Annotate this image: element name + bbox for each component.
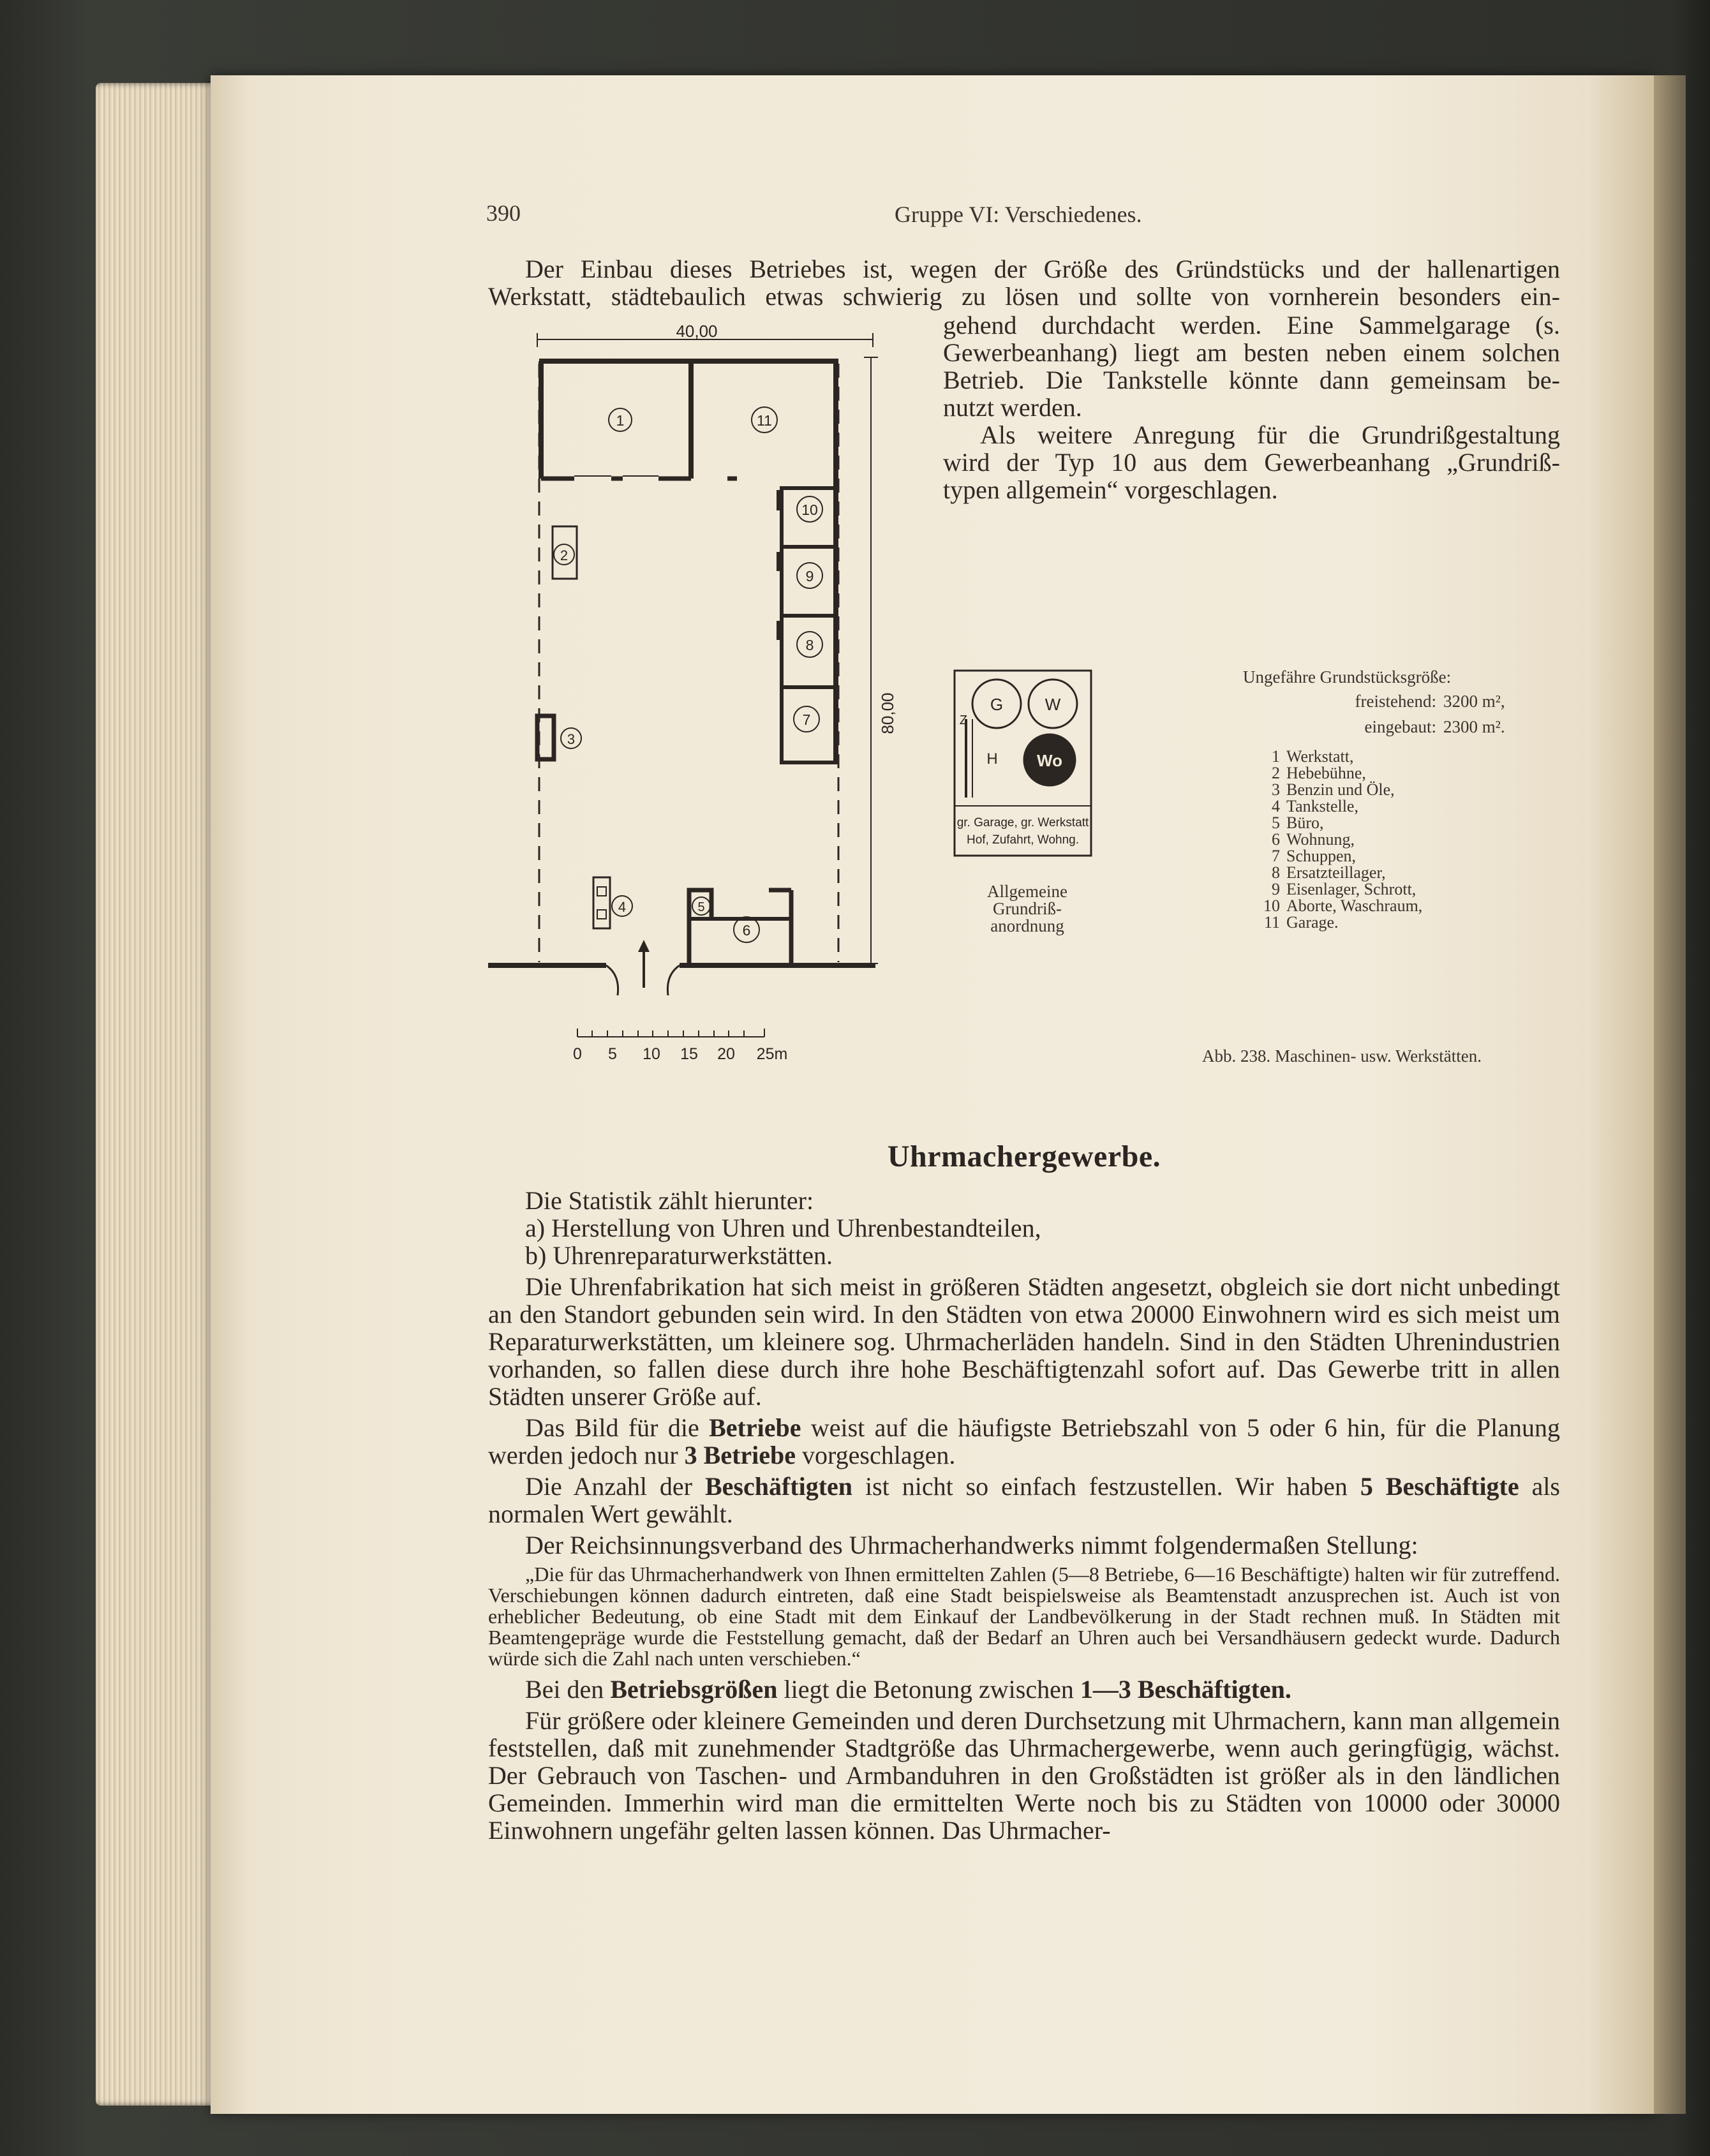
paragraph-betriebsgroessen — [488, 1676, 1560, 1703]
room-label-1: 1 — [616, 412, 625, 429]
intro-text — [488, 255, 1560, 310]
schema-dwelling-circle: Wo — [1037, 751, 1062, 770]
size-title: Ungefähre Grundstücksgröße: — [1243, 667, 1452, 687]
section-heading: Uhrmachergewerbe. — [887, 1140, 1161, 1173]
legend-number: 1 — [1272, 747, 1280, 766]
built-size-label: eingebaut: — [1364, 717, 1436, 736]
paragraph-beschaeftigte — [488, 1473, 1560, 1528]
bold-span: Beschäftigten — [704, 1472, 853, 1501]
scale-label-5: 5 — [608, 1045, 617, 1063]
legend-text: Garage. — [1286, 913, 1339, 932]
schema-workshop-circle: W — [1045, 695, 1061, 714]
schema-caption-line-3: anordnung — [990, 916, 1064, 935]
schema-caption-line-1: Allgemeine — [987, 882, 1067, 901]
built-size-value: 2300 m². — [1443, 717, 1505, 736]
page-number: 390 — [486, 200, 521, 226]
legend-item — [1251, 848, 1422, 865]
page-edges — [96, 83, 223, 2106]
legend-number: 4 — [1272, 797, 1280, 815]
scale-label-25m: 25m — [756, 1045, 788, 1063]
side-line-7: typen allgemein“ vorgeschlagen. — [943, 475, 1278, 504]
text-span: liegt die Betonung zwischen — [777, 1675, 1080, 1704]
text-span: Die Anzahl der — [525, 1472, 705, 1501]
room-label-9: 9 — [805, 568, 814, 584]
side-line-4: nutzt werden. — [943, 393, 1082, 422]
figure-caption: Abb. 238. Maschinen- usw. Werkstätten. — [1202, 1046, 1482, 1066]
intro-line-2: Werkstatt, städtebaulich etwas schwierig zu lösen und sollte von vornherein besonders ein- — [488, 282, 1560, 311]
legend-item — [1251, 815, 1422, 831]
plan-legend — [1251, 748, 1422, 931]
scale-label-0: 0 — [573, 1045, 582, 1063]
bold-span: Betriebe — [709, 1413, 801, 1442]
legend-number: 8 — [1272, 863, 1280, 882]
schema-letter-h: H — [986, 750, 998, 768]
legend-item — [1251, 748, 1422, 765]
width-label: 40,00 — [676, 322, 718, 341]
schema-letter-z: Z — [959, 713, 968, 727]
schema-box-line-1: gr. Garage, gr. Werkstatt — [956, 816, 1089, 829]
legend-number: 7 — [1272, 847, 1280, 865]
schema-caption — [957, 883, 1097, 935]
paragraph-betriebe — [488, 1414, 1560, 1469]
legend-text: Schuppen, — [1286, 847, 1357, 865]
room-label-6: 6 — [742, 922, 751, 939]
legend-number: 10 — [1263, 896, 1280, 915]
text-span: Bei den — [525, 1675, 611, 1704]
room-label-7: 7 — [802, 711, 811, 728]
legend-text: Tankstelle, — [1286, 797, 1358, 815]
legend-item — [1251, 914, 1422, 931]
side-line-1: gehend durchdacht werden. Eine Sammelgarage (s. — [943, 311, 1560, 339]
side-line-2: Gewerbeanhang) liegt am besten neben einem solchen — [943, 338, 1560, 367]
paragraph-statistik: Die Statistik zählt hierunter: — [525, 1186, 814, 1215]
legend-text: Hebebühne, — [1286, 764, 1366, 782]
side-line-3: Betrieb. Die Tankstelle könnte dann gemeinsam be- — [943, 366, 1560, 394]
list-item-a: a) Herstellung von Uhren und Uhrenbestandteilen, — [525, 1214, 1041, 1242]
legend-number: 6 — [1272, 830, 1280, 849]
room-label-10: 10 — [801, 502, 818, 518]
room-label-5: 5 — [697, 900, 705, 914]
bold-span: 3 Betriebe — [684, 1441, 796, 1469]
legend-text: Benzin und Öle, — [1286, 780, 1395, 799]
schema-box-line-2: Hof, Zufahrt, Wohng. — [966, 833, 1080, 847]
schema-caption-line-2: Grundriß- — [993, 899, 1062, 918]
body-text — [488, 1187, 1560, 1844]
paragraph-gemeinden: Für größere oder kleinere Gemeinden und deren Durchsetzung mit Uhrmachern, kann man allgemein feststellen, daß mit zunehmender Stadtgröße das Uhrmachergewerbe, wenn auch geringfügig, wächst. Der Gebrauch von Taschen- und Armbanduhren in den Großstädten ist größer als in den ländlichen Gemeinden. Immerhin wird man die ermittelten Werte noch bis zu Städten von 10000 oder 30000 Einwohnern ungefähr gelten lassen können. Das Uhrmacher- — [488, 1706, 1560, 1845]
text-span: Das Bild für die — [525, 1413, 710, 1442]
depth-label: 80,00 — [878, 692, 897, 734]
book-gutter — [1654, 75, 1686, 2114]
intro-side-column — [943, 311, 1560, 503]
bold-span: 1—3 Beschäftigten. — [1080, 1675, 1291, 1704]
legend-item — [1251, 881, 1422, 898]
side-line-5: Als weitere Anregung für die Grundrißgestaltung — [980, 420, 1560, 449]
legend-item — [1251, 782, 1422, 798]
legend-number: 9 — [1272, 880, 1280, 898]
legend-number: 2 — [1272, 764, 1280, 782]
scale-label-20: 20 — [717, 1045, 735, 1063]
room-label-11: 11 — [757, 412, 772, 429]
running-title: Gruppe VI: Verschiedenes. — [895, 202, 1142, 227]
legend-text: Ersatzteillager, — [1286, 863, 1386, 882]
bold-span: 5 Beschäftigte — [1360, 1472, 1519, 1501]
legend-text: Aborte, Waschraum, — [1286, 896, 1423, 915]
legend-text: Werkstatt, — [1286, 747, 1354, 766]
scale-label-10: 10 — [643, 1045, 660, 1063]
legend-text: Büro, — [1286, 814, 1324, 832]
quote-block: „Die für das Uhrmacherhandwerk von Ihnen ermittelten Zahlen (5—8 Betriebe, 6—16 Beschäftigte) halten wir für zutreffend. Verschiebungen können dadurch eintreten, daß eine Stadt beispielsweise als Beamtenstadt anzusprechen ist. Auch ist von erheblicher Bedeutung, ob eine Stadt mit dem Einkauf der Landbevölkerung in der Stadt rechnen muß. In Städten mit Beamtengepräge wurde die Feststellung gemacht, daß der Bedarf an Uhren auch bei Versandhäusern gedeckt wurde. Dadurch würde sich die Zahl nach unten verschieben.“ — [488, 1563, 1560, 1670]
text-span: ist nicht so einfach festzustellen. Wir haben — [852, 1472, 1360, 1501]
room-label-3: 3 — [567, 731, 576, 747]
layout-schema — [951, 667, 1097, 861]
legend-item — [1251, 831, 1422, 848]
legend-item — [1251, 798, 1422, 815]
legend-number: 11 — [1263, 913, 1280, 932]
room-label-4: 4 — [618, 899, 627, 915]
text-span: weist auf die häufigste Betriebszahl von 5 oder 6 hin, für die Planung werden jedoch nur — [488, 1413, 1561, 1469]
legend-item — [1251, 865, 1422, 881]
legend-item — [1251, 898, 1422, 914]
intro-line-1: Der Einbau dieses Betriebes ist, wegen der Größe des Gründstücks und der hallenartigen — [525, 255, 1560, 283]
legend-text: Wohnung, — [1286, 830, 1355, 849]
paragraph-reichsinnungsverband: Der Reichsinnungsverband des Uhrmacherhandwerks nimmt folgendermaßen Stellung: — [525, 1531, 1418, 1559]
room-label-8: 8 — [805, 637, 814, 653]
list-item-b: b) Uhrenreparaturwerkstätten. — [525, 1241, 833, 1270]
schema-garage-circle: G — [990, 695, 1004, 714]
legend-text: Eisenlager, Schrott, — [1286, 880, 1416, 898]
legend-number: 5 — [1272, 814, 1280, 832]
fuel-pump-symbol — [593, 877, 610, 928]
side-line-6: wird der Typ 10 aus dem Gewerbeanhang „Grundriß- — [943, 448, 1560, 477]
free-size-label: freistehend: — [1355, 692, 1436, 711]
legend-number: 3 — [1272, 780, 1280, 799]
legend-item — [1251, 765, 1422, 782]
text-span: vorgeschlagen. — [796, 1441, 956, 1469]
scale-label-15: 15 — [680, 1045, 698, 1063]
text-span: als normalen Wert gewählt. — [488, 1472, 1560, 1528]
floor-plan — [472, 319, 912, 1072]
bold-span: Betriebsgrößen — [610, 1675, 778, 1704]
paragraph-uhrenfabrikation: Die Uhrenfabrikation hat sich meist in größeren Städten angesetzt, obgleich sie dort nicht unbedingt an den Standort gebunden sein wird. In den Städten von etwa 20000 Einwohnern wird es sich meist um Reparaturwerkstätten, um kleinere sog. Uhrmacherläden handeln. Sind in den Städten Uhrenindustrien vorhanden, so fallen diese durch ihre hohe Beschäftigtenzahl sofort auf. Das Gewerbe tritt in allen Städten unserer Größe auf. — [488, 1272, 1560, 1411]
free-size-value: 3200 m², — [1443, 692, 1505, 711]
room-label-2: 2 — [560, 547, 569, 563]
